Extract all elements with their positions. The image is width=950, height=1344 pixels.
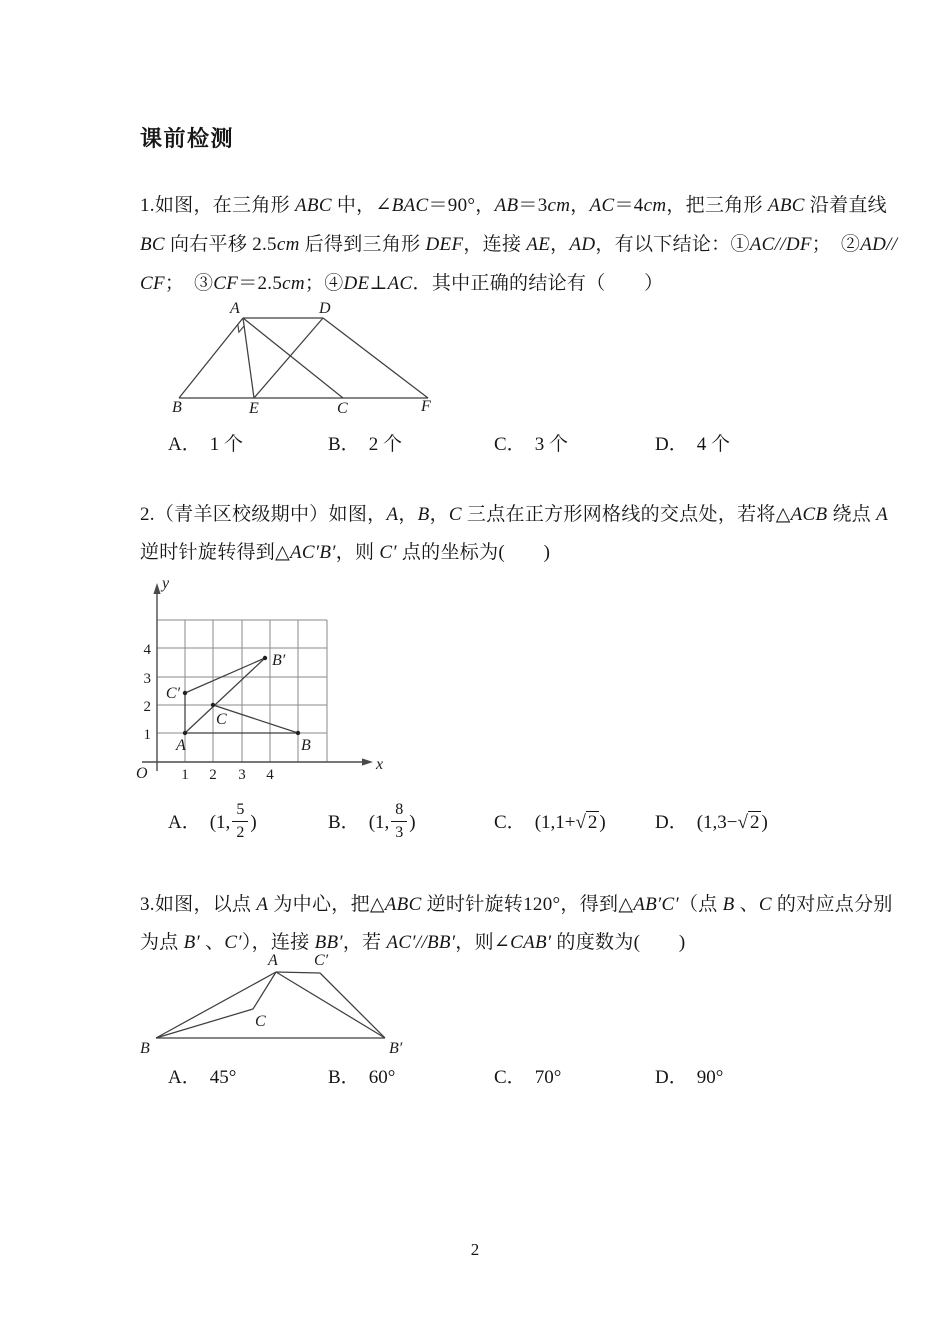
fig1-label-D: D bbox=[319, 300, 331, 317]
fig1-label-C: C bbox=[337, 400, 348, 417]
problem-1-line-3: CF； ③CF＝2.5cm；④DE⊥AC．其中正确的结论有（ ） bbox=[140, 273, 664, 294]
figure-problem-3-rotation bbox=[135, 948, 420, 1063]
option-3-b: B． 60° bbox=[328, 1067, 396, 1088]
option-2-d: D． (1,3−√ 2 ) bbox=[655, 812, 768, 833]
fig2-xtick-3: 3 bbox=[238, 767, 246, 783]
fig2-xtick-2: 2 bbox=[209, 767, 217, 783]
fig2-ytick-2: 2 bbox=[143, 699, 151, 715]
fig1-label-B: B bbox=[172, 399, 182, 416]
option-1-d: D． 4 个 bbox=[655, 434, 730, 455]
fig2-xtick-1: 1 bbox=[181, 767, 189, 783]
problem-1-line-1: 1.如图，在三角形 ABC 中，∠BAC＝90°，AB＝3cm，AC＝4cm，把三角形 ABC 沿着直线 bbox=[140, 195, 887, 216]
fig2-label-B-prime: B′ bbox=[272, 652, 286, 669]
fig1-lines bbox=[179, 318, 428, 398]
fig3-label-B: B bbox=[140, 1040, 150, 1057]
option-2-c: C． (1,1+√ 2 ) bbox=[494, 812, 606, 833]
fig2-label-origin: O bbox=[136, 765, 148, 782]
fig3-label-A: A bbox=[268, 952, 278, 969]
fig3-label-B-prime: B′ bbox=[389, 1040, 403, 1057]
fig2-ytick-1: 1 bbox=[143, 727, 151, 743]
fig3-label-C: C bbox=[255, 1013, 266, 1030]
problem-2-line-1: 2.（青羊区校级期中）如图，A，B，C 三点在正方形网格线的交点处，若将△ACB 绕点 A bbox=[140, 504, 889, 525]
option-1-c: C． 3 个 bbox=[494, 434, 568, 455]
fig2-label-C: C bbox=[216, 711, 227, 728]
fig2-ytick-3: 3 bbox=[143, 671, 151, 687]
option-1-b: B． 2 个 bbox=[328, 434, 402, 455]
page-title: 课前检测 bbox=[140, 126, 235, 151]
option-1-a: A． 1 个 bbox=[168, 434, 243, 455]
figure-problem-2-grid bbox=[130, 575, 400, 790]
option-2-b: B． (1, $\frac{8}{3}$ ) bbox=[328, 801, 416, 842]
fig3-label-C-prime: C′ bbox=[314, 952, 329, 969]
fig2-xtick-4: 4 bbox=[266, 767, 274, 783]
problem-3-line-2: 为点 B′ 、C′），连接 BB′，若 AC′//BB′，则∠CAB′ 的度数为( ) bbox=[140, 932, 686, 953]
fig2-label-x-axis: x bbox=[376, 756, 384, 773]
option-3-c: C． 70° bbox=[494, 1067, 562, 1088]
option-3-a: A． 45° bbox=[168, 1067, 237, 1088]
page-number: 2 bbox=[470, 1240, 480, 1259]
problem-2-line-2: 逆时针旋转得到△AC′B′，则 C′ 点的坐标为( ) bbox=[140, 542, 551, 563]
fig1-label-A: A bbox=[230, 300, 240, 317]
fig2-label-y-axis: y bbox=[162, 575, 170, 592]
option-2-a: A． (1, $\frac{5}{2}$ ) bbox=[168, 801, 257, 842]
problem-1-line-2: BC 向右平移 2.5cm 后得到三角形 DEF，连接 AE，AD，有以下结论：①AC//DF； ②AD// bbox=[140, 234, 898, 255]
fig3-lines bbox=[156, 972, 385, 1038]
fig1-label-F: F bbox=[421, 398, 431, 415]
fig2-label-C-prime: C′ bbox=[165, 685, 180, 702]
fig2-ytick-4: 4 bbox=[143, 642, 151, 658]
fig1-label-E: E bbox=[249, 400, 259, 417]
fig1-angle-mark bbox=[238, 324, 244, 332]
problem-3-line-1: 3.如图，以点 A 为中心，把△ABC 逆时针旋转120°，得到△AB′C′（点 B 、C 的对应点分别 bbox=[140, 894, 893, 915]
option-3-d: D． 90° bbox=[655, 1067, 724, 1088]
fig2-label-B: B bbox=[301, 737, 311, 754]
fig2-label-A: A bbox=[176, 737, 186, 754]
figure-problem-1-triangles bbox=[160, 300, 450, 420]
